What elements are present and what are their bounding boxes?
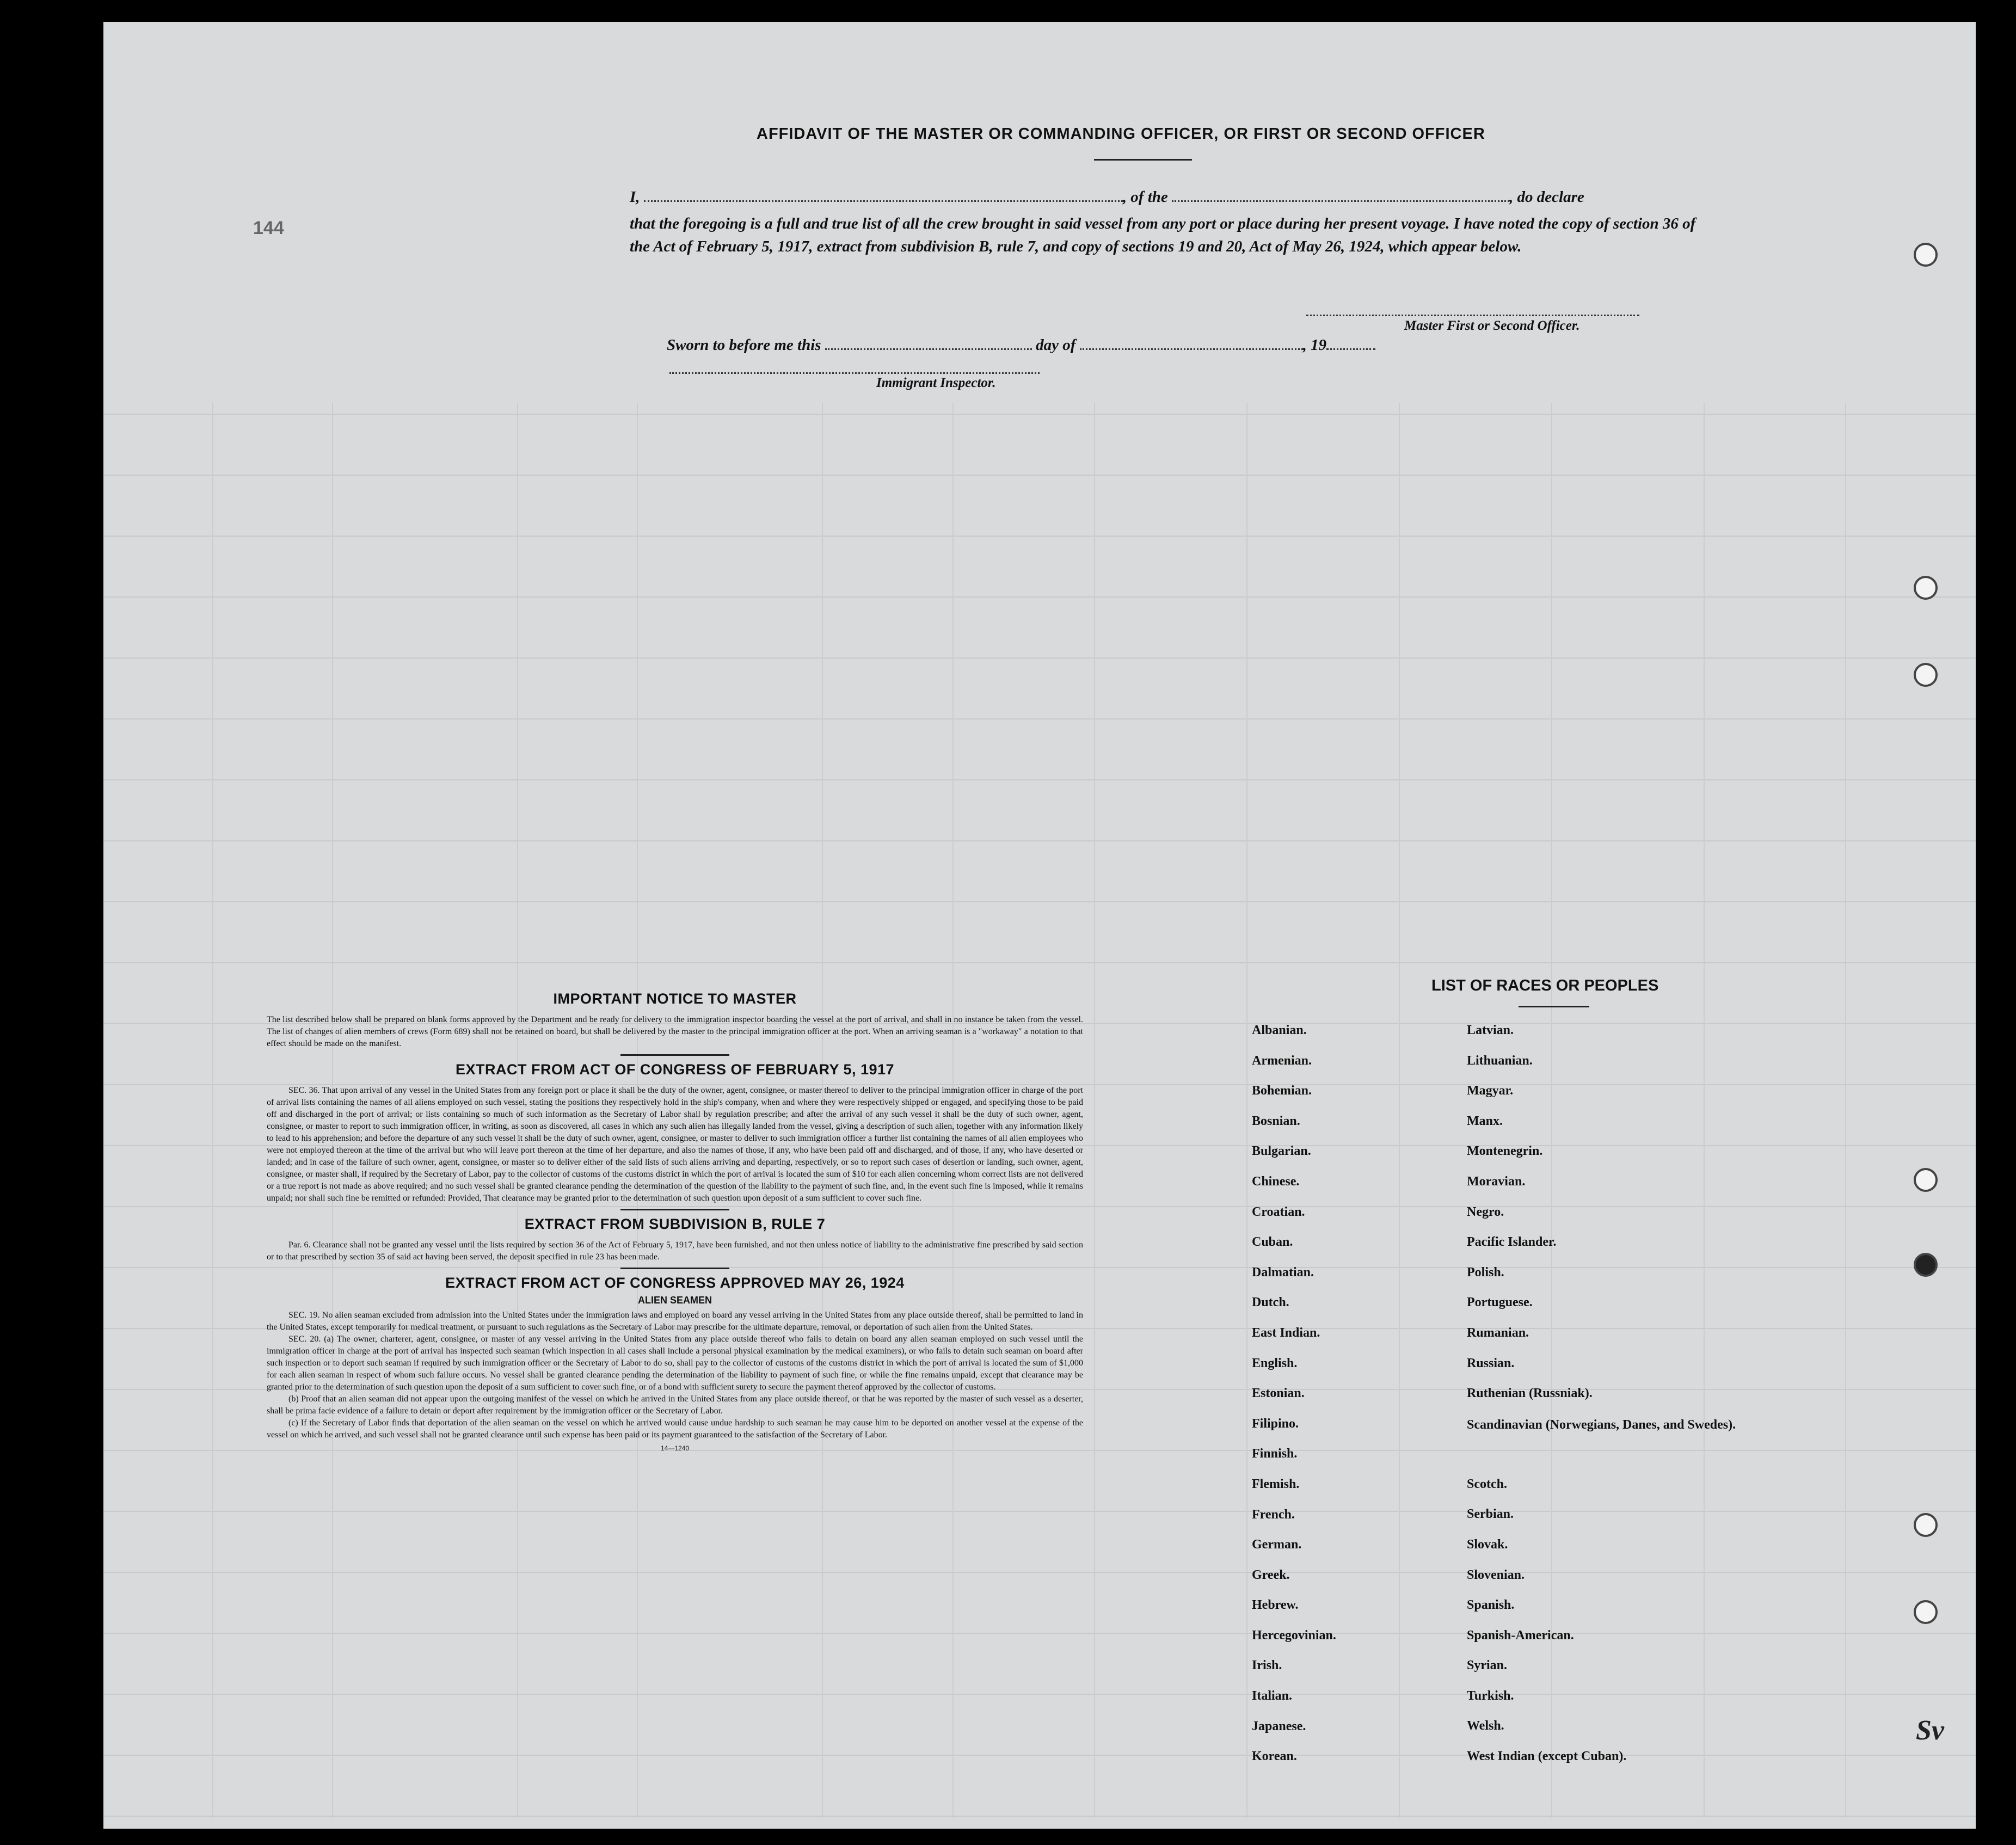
sworn-day-blank[interactable] (825, 344, 1032, 350)
sworn-line (667, 336, 1375, 354)
extract-1924-sec20c: (c) If the Secretary of Labor finds that deportation of the alien seaman on the vessel on which he arrived would cause undue hardship to such seaman he may cause him to be deported on another vessel at the expense of the vessel on which he arrived, and such vessel shall not be granted clearance until such expense has been paid or its payment guaranteed to the satisfaction of the Secretary of Labor. (267, 1418, 1083, 1440)
inspector-signature-line[interactable] (669, 372, 1040, 374)
races-column-1 (1252, 1023, 1336, 1780)
race-item: Serbian. (1467, 1507, 1514, 1522)
sworn-prefix: Sworn to before me this (667, 336, 821, 354)
declarant-prefix: I, (630, 188, 640, 206)
race-item: Irish. (1252, 1658, 1282, 1673)
affidavit-body: that the foregoing is a full and true list of all the crew brought in said vessel from any port or place during her present voyage. I have noted the copy of section 36 of the Act of February 5, 1917, extract from subdivision B, rule 7, and copy of sections 19 and 20, Act of May 26, 1924, which appear below. (630, 215, 1696, 255)
binder-hole (1914, 576, 1938, 600)
race-item: Bulgarian. (1252, 1144, 1311, 1159)
races-column-2 (1467, 1023, 1736, 1780)
race-item: German. (1252, 1537, 1302, 1552)
race-item: Welsh. (1467, 1719, 1504, 1733)
races-underline (1519, 1006, 1589, 1007)
race-item: Croatian. (1252, 1204, 1305, 1219)
race-item: Estonian. (1252, 1386, 1305, 1401)
races-title: LIST OF RACES OR PEOPLES (1431, 977, 1659, 994)
manifest-page (103, 22, 1976, 1829)
race-item: Hebrew. (1252, 1598, 1299, 1613)
race-item: Italian. (1252, 1689, 1293, 1703)
race-item: Chinese. (1252, 1174, 1300, 1189)
inspector-signature-label: Immigrant Inspector. (876, 376, 996, 390)
extract-1917-title: EXTRACT FROM ACT OF CONGRESS OF FEBRUARY 5, 1917 (455, 1061, 895, 1078)
rule7-text: Par. 6. Clearance shall not be granted any vessel until the lists required by section 36 of the Act of February 5, 1917, have been furnished, and not then unless notice of liability to the administrative fine prescribed by said section or to that prescribed by section 35 of said act having been served, the deposit specified in rule 23 has been made. (267, 1240, 1083, 1262)
race-item: Moravian. (1467, 1174, 1526, 1189)
race-item: Manx. (1467, 1114, 1503, 1128)
race-item: Ruthenian (Russniak). (1467, 1386, 1593, 1401)
declarant-name-blank[interactable] (644, 196, 1123, 202)
affidavit-title: AFFIDAVIT OF THE MASTER OR COMMANDING OFFICER, OR FIRST OR SECOND OFFICER (757, 125, 1485, 143)
binder-hole (1914, 663, 1938, 687)
race-item: Negro. (1467, 1204, 1504, 1219)
race-item: Korean. (1252, 1749, 1297, 1764)
title-underline (1094, 159, 1192, 161)
race-item: Slovak. (1467, 1537, 1508, 1552)
race-item: Polish. (1467, 1265, 1504, 1280)
day-of-label: day of (1036, 336, 1076, 354)
race-item: Scotch. (1467, 1477, 1507, 1491)
race-item: Finnish. (1252, 1447, 1298, 1461)
binder-hole (1914, 1600, 1938, 1624)
binder-hole (1914, 1168, 1938, 1192)
race-item: Lithuanian. (1467, 1053, 1533, 1068)
race-item: Turkish. (1467, 1688, 1514, 1703)
race-item: Montenegrin. (1467, 1144, 1543, 1159)
extract-1924-sec19: SEC. 19. No alien seaman excluded from admission into the United States under the immigration laws and employed on board any vessel arriving in the United States from any place outside thereof, shall be permitted to land in the United States, except temporarily for medical treatment, or pursuant to such regulations as the Secretary of Labor may prescribe for the ultimate departure, removal, or deportation of such alien from the United States. (267, 1311, 1083, 1332)
race-item: Flemish. (1252, 1477, 1300, 1491)
race-item: Dalmatian. (1252, 1265, 1314, 1280)
race-item: Cuban. (1252, 1235, 1293, 1250)
left-margin-number: 144 (253, 218, 284, 238)
divider (620, 1209, 729, 1210)
extract-1924-subtitle: ALIEN SEAMEN (637, 1295, 712, 1306)
race-item: Greek. (1252, 1567, 1290, 1582)
race-item: Dutch. (1252, 1295, 1289, 1310)
binder-hole (1914, 243, 1938, 267)
master-signature-label: Master First or Second Officer. (1404, 318, 1580, 333)
race-item: French. (1252, 1507, 1295, 1522)
race-item: Albanian. (1252, 1023, 1307, 1037)
race-item: Rumanian. (1467, 1325, 1529, 1340)
race-item: Latvian. (1467, 1023, 1514, 1037)
race-item: Pacific Islander. (1467, 1235, 1557, 1250)
of-the-label: , of the (1122, 188, 1168, 206)
legal-notices (267, 991, 1083, 1452)
divider (620, 1054, 729, 1056)
race-item: Scandinavian (Norwegians, Danes, and Swedes). (1467, 1417, 1736, 1432)
sworn-year-blank[interactable] (1326, 344, 1375, 350)
notice-title: IMPORTANT NOTICE TO MASTER (553, 991, 797, 1007)
binder-hole (1914, 1253, 1938, 1277)
race-item: Portuguese. (1467, 1295, 1533, 1310)
race-item: Spanish-American. (1467, 1628, 1574, 1643)
race-item: Armenian. (1252, 1053, 1312, 1068)
race-item: East Indian. (1252, 1325, 1320, 1340)
race-item: English. (1252, 1356, 1298, 1370)
race-item: Magyar. (1467, 1084, 1514, 1098)
race-item: Bosnian. (1252, 1114, 1300, 1128)
divider (620, 1268, 729, 1269)
form-number: 14—1240 (660, 1444, 690, 1452)
race-item: Filipino. (1252, 1416, 1299, 1431)
affidavit-declaration-line (630, 188, 1584, 206)
race-item: Hercegovinian. (1252, 1628, 1336, 1643)
extract-1924-sec20a: SEC. 20. (a) The owner, charterer, agent, consignee, or master of any vessel arriving in the United States from any place outside thereof who fails to detain on board any alien seaman employed on such vessel until the immigration officer in charge at the port of arrival has inspected such seaman (which inspection in all cases shall include a personal physical examination by the medical examiners), or who fails to detain such seaman on board after such inspection or to deport such seaman if required by such immigration officer or the Secretary of Labor to do so, shall pay to the collector of customs of the customs district in which the port of arrival is located the sum of $1,000 for each alien seaman in respect of whom such failure occurs. No vessel shall be granted clearance pending the determination of the liability to payment of such fine, or while the fine remains unpaid, except that clearance may be granted prior to the determination of such question upon the deposit of a sum sufficient to cover such fine, or of a bond with sufficient surety to secure the payment thereof approved by the collector of customs. (267, 1334, 1083, 1392)
binder-hole (1914, 1513, 1938, 1537)
extract-1924-title: EXTRACT FROM ACT OF CONGRESS APPROVED MAY 26, 1924 (445, 1275, 905, 1291)
race-item: Russian. (1467, 1356, 1515, 1370)
race-item: Spanish. (1467, 1598, 1515, 1613)
rule7-title: EXTRACT FROM SUBDIVISION B, RULE 7 (524, 1216, 826, 1232)
extract-1917-sec36: SEC. 36. That upon arrival of any vessel in the United States from any foreign port or place it shall be the duty of the owner, agent, consignee, or master thereof to deliver to the principal immigration officer in charge of the port of arrival lists containing the names of all aliens employed on such vessel, stating the positions they respectively hold in the ship's company, when and where they were respectively shipped or engaged, and specifying those to be paid off and discharged in the port of arrival; or lists containing so much of such information as the Secretary of Labor shall by regulation prescribe; and after the arrival of any such vessel it shall be the duty of such owner, agent, consignee, or master to report to such immigration officer, in writing, as soon as discovered, all cases in which any such alien has illegally landed from the vessel, giving a description of such alien, together with any information likely to lead to his apprehension; and before the departure of any such vessel it shall be the duty of such owner, agent, consignee, or master to deliver to such immigration officer a further list containing the names of all alien employees who were not employed thereon at the time of the arrival but who will leave port thereon at the time of her departure, and also the names of those, if any, who have been paid off and discharged, and of those, if any, who have deserted or landed; and in case of the failure of such owner, agent, consignee, or master so to deliver either of the said lists of such aliens arriving and departing, respectively, or so to report such cases of desertion or landing, such owner, agent, consignee, or master shall, if required by the Secretary of Labor, pay to the collector of customs of the customs district in which the port of arrival is located the sum of $10 for each alien concerning whom correct lists are not delivered or a true report is not made as above required; and no such vessel shall be granted clearance pending the determination of the question of the liability to the payment of such fine, and, in the event such fine is imposed, while it remains unpaid; nor shall such fine be remitted or refunded: Provided, That clearance may be granted prior to the determination of such question upon deposit of a sum sufficient to cover such fine. (267, 1086, 1083, 1203)
right-margin-initials: Sv (1916, 1715, 1944, 1746)
notice-text: The list described below shall be prepared on blank forms approved by the Department and be ready for delivery to the immigration inspector boarding the vessel at the port of arrival, and shall in no instance be taken from the vessel. The list of changes of alien members of crews (Form 689) shall not be retained on board, but shall be delivered by the master to the principal immigration officer at the port. When an arriving seaman is a "workaway" a notation to that effect should be made on the manifest. (267, 1015, 1083, 1048)
vessel-name-blank[interactable] (1172, 196, 1509, 202)
race-item: Syrian. (1467, 1658, 1508, 1673)
do-declare-label: , do declare (1509, 188, 1584, 206)
year-prefix: , 19 (1302, 336, 1327, 354)
sworn-month-blank[interactable] (1080, 344, 1303, 350)
extract-1924-sec20b: (b) Proof that an alien seaman did not appear upon the outgoing manifest of the vessel on which he arrived in the United States from any place outside thereof, or that he was reported by the master of such vessel as a deserter, shall be prima facie evidence of a failure to detain or deport after requirement by the immigration officer or the Secretary of Labor. (267, 1394, 1083, 1416)
race-item: Bohemian. (1252, 1084, 1312, 1098)
race-item: West Indian (except Cuban). (1467, 1749, 1627, 1764)
master-signature-line[interactable] (1306, 315, 1639, 316)
race-item: Japanese. (1252, 1719, 1306, 1733)
race-item: Slovenian. (1467, 1567, 1525, 1582)
